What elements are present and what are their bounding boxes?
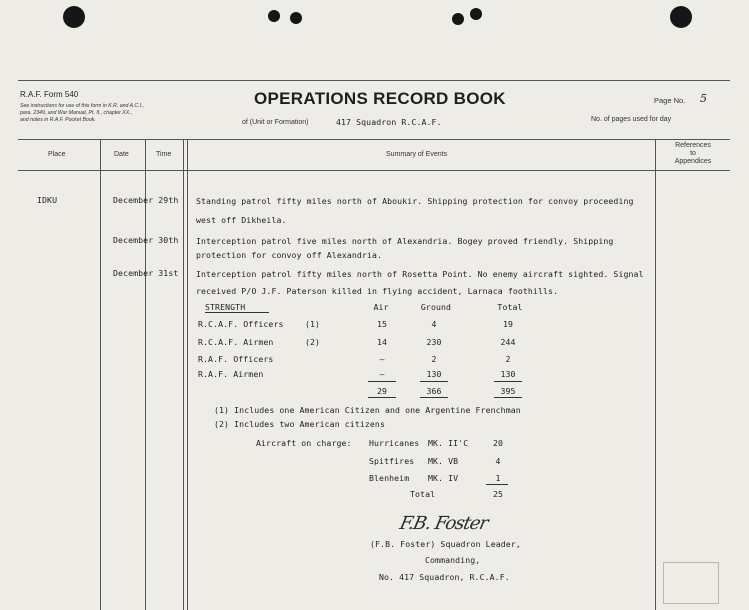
entry-line: Standing patrol fifty miles north of Aboukir. Shipping protection for convoy proceeding bbox=[196, 196, 634, 206]
entry-line: west off Dikheila. bbox=[196, 215, 287, 225]
strength-total: 130 bbox=[500, 369, 516, 379]
signature-line: No. 417 Squadron, R.C.A.F. bbox=[379, 572, 510, 582]
binder-hole-icon bbox=[670, 6, 692, 28]
strength-note: (1) Includes one American Citizen and one Argentine Frenchman bbox=[214, 405, 521, 415]
strength-row-label: R.C.A.F. Airmen bbox=[198, 337, 274, 347]
column-divider bbox=[187, 139, 188, 610]
aircraft-mark: MK. VB bbox=[428, 456, 459, 466]
entry-line: protection for convoy off Alexandria. bbox=[196, 250, 383, 260]
aircraft-mark: MK. II'C bbox=[428, 438, 469, 448]
strength-row-note: (2) bbox=[305, 337, 321, 347]
binder-hole-icon bbox=[470, 8, 482, 20]
instruction-line: para. 2349, and War Manual, Pt. II., chapter XX., bbox=[20, 110, 133, 116]
entry-line: Interception patrol five miles north of Alexandria. Bogey proved friendly. Shipping bbox=[196, 236, 614, 246]
strength-row-label: R.A.F. Officers bbox=[198, 354, 274, 364]
strength-total-rule bbox=[494, 381, 522, 382]
strength-ground: 230 bbox=[426, 337, 442, 347]
strength-row-note: (1) bbox=[305, 319, 321, 329]
column-header-time: Time bbox=[156, 151, 172, 158]
column-divider bbox=[100, 139, 101, 610]
aircraft-mark: MK. IV bbox=[428, 473, 459, 483]
place-value: IDKU bbox=[37, 195, 58, 205]
entry-date: December 31st bbox=[113, 268, 179, 278]
strength-col-air: Air bbox=[373, 302, 389, 312]
column-header-date: Date bbox=[114, 151, 129, 158]
strength-total-underline bbox=[368, 397, 396, 398]
instruction-line: See instructions for use of this form in K.R. and A.C.I., bbox=[20, 103, 145, 109]
page-number-label: Page No. bbox=[654, 96, 686, 105]
strength-total-air: 29 bbox=[376, 386, 388, 396]
strength-total-underline bbox=[494, 397, 522, 398]
strength-total-rule bbox=[420, 381, 448, 382]
handwritten-signature: F.B. Foster bbox=[397, 513, 490, 534]
aircraft-type: Spitfires bbox=[369, 456, 415, 466]
strength-air: — bbox=[379, 354, 385, 364]
strength-air: — bbox=[379, 369, 385, 379]
strength-col-total: Total bbox=[497, 302, 523, 312]
strength-total-total: 395 bbox=[500, 386, 516, 396]
strength-row-label: R.A.F. Airmen bbox=[198, 369, 264, 379]
page-title: OPERATIONS RECORD BOOK bbox=[254, 89, 506, 108]
unit-value: 417 Squadron R.C.A.F. bbox=[336, 117, 442, 127]
aircraft-type: Hurricanes bbox=[369, 438, 420, 448]
strength-heading-underline bbox=[205, 312, 269, 313]
references-line: to bbox=[690, 150, 696, 157]
column-header-place: Place bbox=[48, 151, 66, 158]
aircraft-total-label: Total bbox=[410, 489, 436, 499]
header-top-rule bbox=[18, 80, 730, 81]
entry-line: received P/O J.F. Paterson killed in flying accident, Larnaca foothills. bbox=[196, 286, 559, 296]
aircraft-total-value: 25 bbox=[492, 489, 504, 499]
signature-line: Commanding, bbox=[425, 555, 481, 565]
instruction-line: and notes in R.A.F. Pocket Book. bbox=[20, 117, 96, 123]
binder-hole-icon bbox=[290, 12, 302, 24]
binder-hole-icon bbox=[452, 13, 464, 25]
column-header-top-rule bbox=[18, 139, 730, 140]
strength-ground: 2 bbox=[431, 354, 437, 364]
strength-total: 244 bbox=[500, 337, 516, 347]
aircraft-count: 20 bbox=[492, 438, 504, 448]
references-line: References bbox=[675, 142, 711, 149]
column-divider bbox=[655, 139, 656, 610]
column-header-summary: Summary of Events bbox=[386, 151, 448, 158]
strength-total-ground: 366 bbox=[426, 386, 442, 396]
aircraft-type: Blenheim bbox=[369, 473, 410, 483]
column-header-references bbox=[656, 142, 730, 166]
strength-air: 14 bbox=[376, 337, 388, 347]
strength-ground: 4 bbox=[431, 319, 437, 329]
strength-air: 15 bbox=[376, 319, 388, 329]
column-divider bbox=[145, 139, 146, 610]
aircraft-total-rule bbox=[486, 484, 508, 485]
strength-col-ground: Ground bbox=[420, 302, 452, 312]
strength-note: (2) Includes two American citizens bbox=[214, 419, 385, 429]
aircraft-count: 1 bbox=[495, 473, 501, 483]
strength-heading: STRENGTH bbox=[205, 302, 246, 312]
column-divider bbox=[183, 139, 184, 610]
strength-total-rule bbox=[368, 381, 396, 382]
strength-total-underline bbox=[420, 397, 448, 398]
column-header-bottom-rule bbox=[18, 170, 730, 171]
page-number-value: 5 bbox=[700, 92, 707, 105]
binder-hole-icon bbox=[268, 10, 280, 22]
unit-label: of (Unit or Formation) bbox=[242, 119, 309, 126]
strength-total: 19 bbox=[502, 319, 514, 329]
strength-ground: 130 bbox=[426, 369, 442, 379]
strength-total: 2 bbox=[505, 354, 511, 364]
aircraft-count: 4 bbox=[495, 456, 501, 466]
entry-date: December 29th bbox=[113, 195, 179, 205]
faint-stamp-mark bbox=[663, 562, 719, 604]
entry-date: December 30th bbox=[113, 235, 179, 245]
form-number: R.A.F. Form 540 bbox=[20, 90, 79, 99]
entry-line: Interception patrol fifty miles north of Rosetta Point. No enemy aircraft sighted. Signal bbox=[196, 269, 644, 279]
pages-used-label: No. of pages used for day bbox=[591, 116, 672, 123]
references-line: Appendices bbox=[674, 158, 712, 165]
binder-hole-icon bbox=[63, 6, 85, 28]
aircraft-label: Aircraft on charge: bbox=[256, 438, 352, 448]
signature-line: (F.B. Foster) Squadron Leader, bbox=[370, 539, 521, 549]
strength-row-label: R.C.A.F. Officers bbox=[198, 319, 284, 329]
